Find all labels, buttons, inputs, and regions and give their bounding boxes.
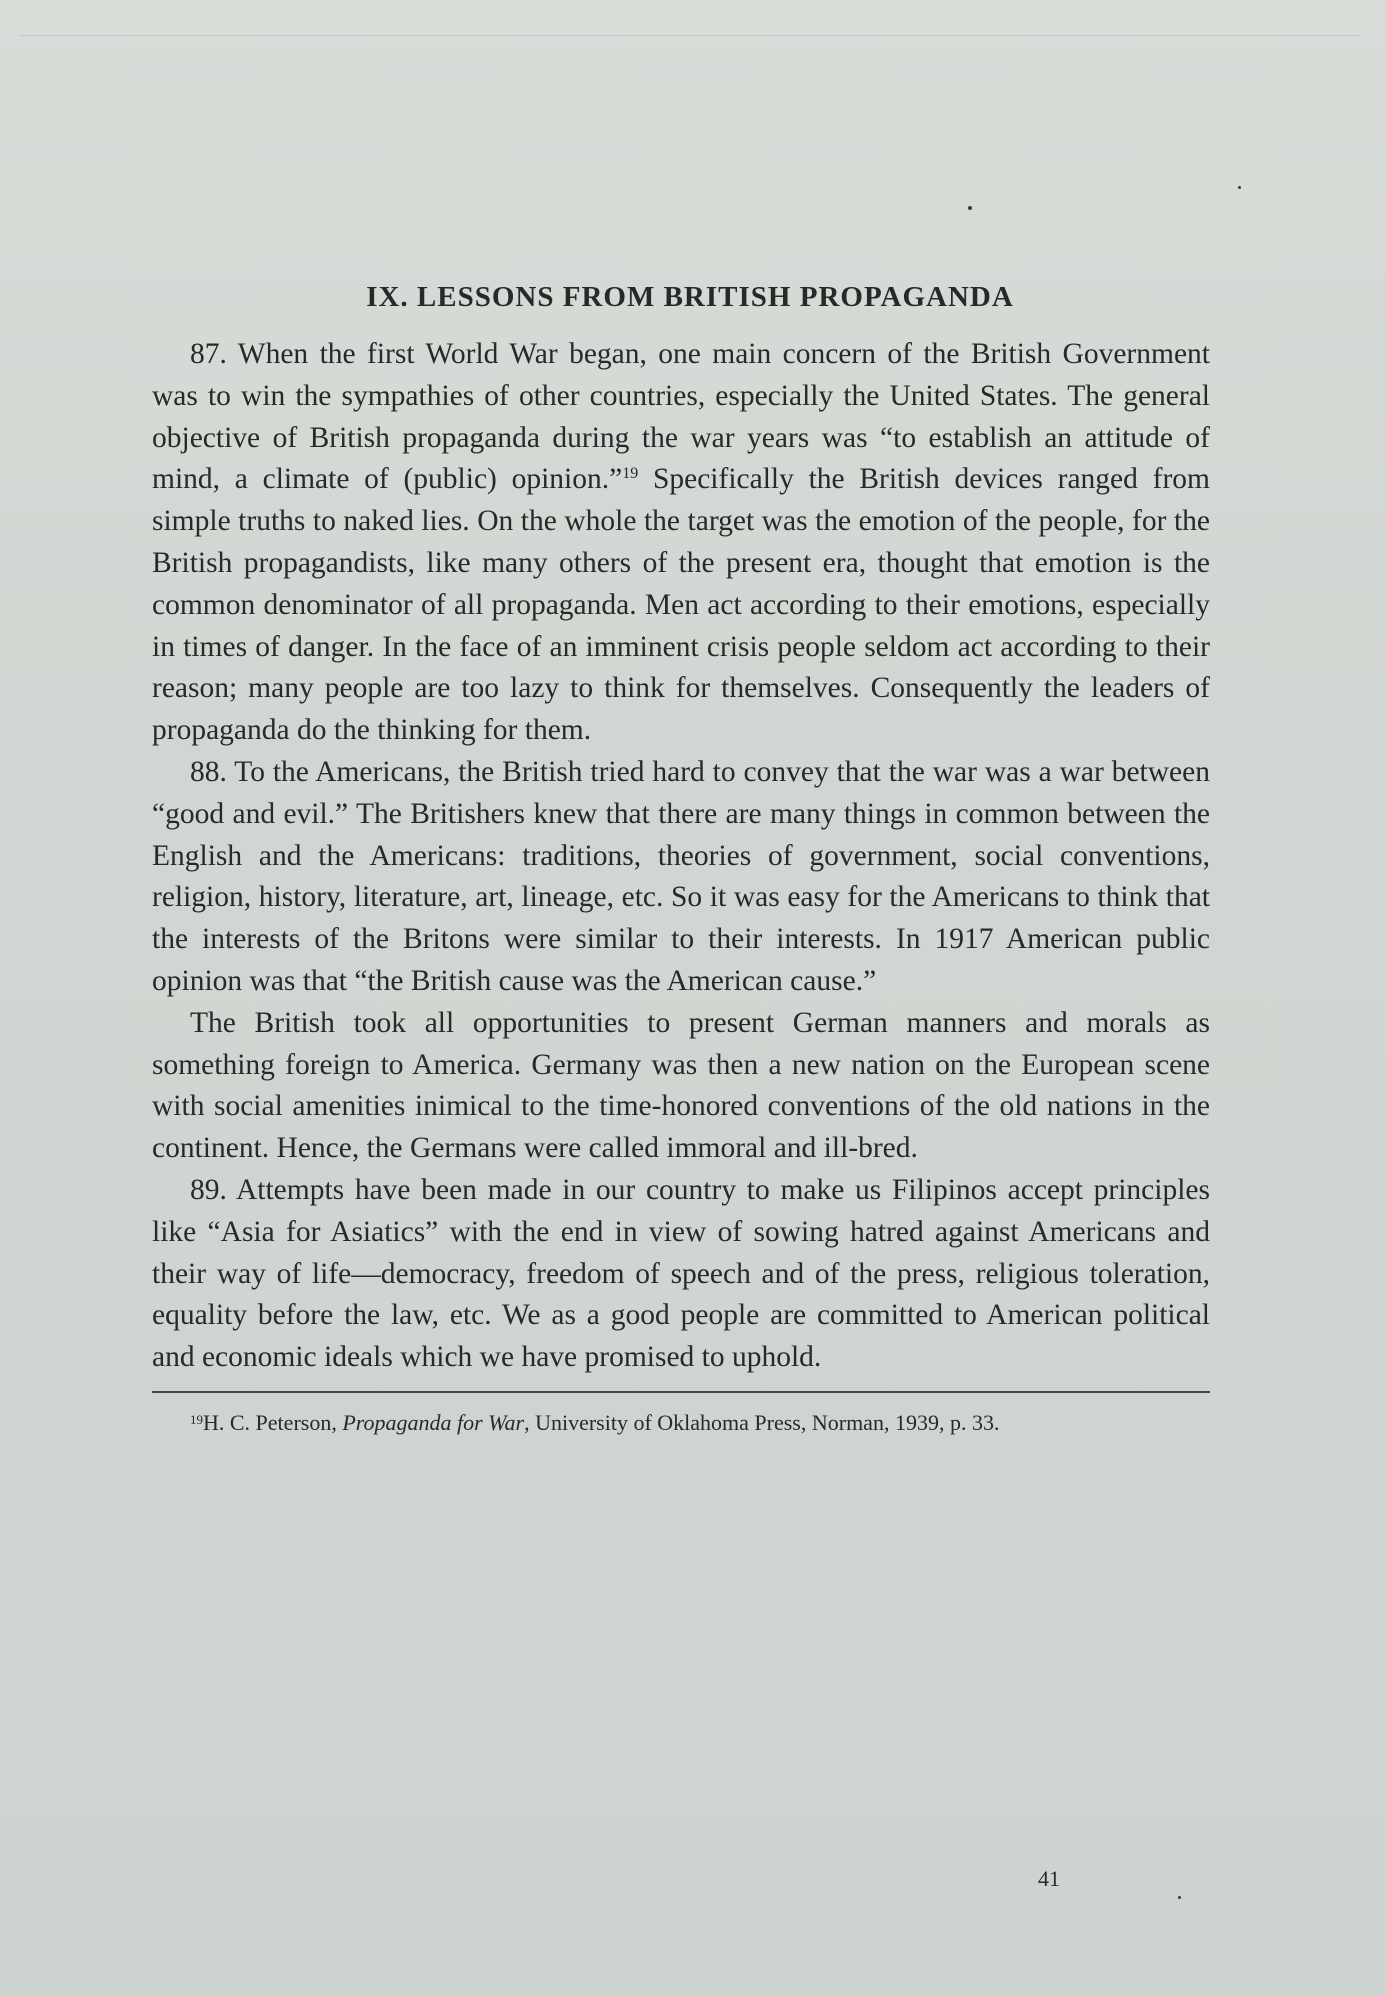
- footnote-marker: 19: [190, 1411, 203, 1427]
- ink-speck: [968, 206, 972, 210]
- ink-speck: [1178, 1896, 1181, 1899]
- paragraph-88-continued: The British took all opportunities to present German manners and morals as something foreign to America. Germany was then a new nation on the European scene with social amenities inimical to the time-honored conventions of the old nations in the continent. Hence, the Germans were called immoral and ill-bred.: [152, 1006, 1210, 1165]
- paragraph-88: 88. To the Americans, the British tried hard to convey that the war was a war between “good and evil.” The Britishers knew that there are many things in common between the English and the Americans: traditions, theories of government, social conventions, religion, history, literature, art, lineage, etc. So it was easy for the Americans to think that the interests of the Britons were similar to their interests. In 1917 American public opinion was that “the British cause was the American cause.”: [152, 755, 1210, 997]
- footnote-publication: , University of Oklahoma Press, Norman, 1939, p. 33.: [524, 1409, 1000, 1435]
- paragraph-89: 89. Attempts have been made in our country to make us Filipinos accept principles like “Asia for Asiatics” with the end in view of sowing hatred against Americans and their way of life—democracy, freedom of speech and of the press, religious toleration, equality before the law, etc. We as a good people are committed to American political and economic ideals which we have promised to uphold.: [152, 1173, 1210, 1374]
- ink-speck: [1238, 186, 1241, 189]
- paragraph-87: [152, 334, 1210, 752]
- page-number: 41: [1038, 1866, 1060, 1891]
- footnote-book-title: Propaganda for War: [342, 1409, 525, 1435]
- paragraph-87-continued: Specifically the British devices ranged from simple truths to naked lies. On the whole the target was the emotion of the people, for the British propagandists, like many others of the present era, thought that emotion is the common denominator of all propaganda. Men act according to their emotions, especially in times of danger. In the face of an imminent crisis people seldom act according to their reason; many people are too lazy to think for themselves. Consequently the leaders of propaganda do the thinking for them.: [152, 463, 1210, 747]
- footnote-reference: 19: [622, 465, 639, 483]
- paragraph-87-text: 87. When the first World War began, one main concern of the British Government was to win the sympathies of other countries, especially the United States. The general objective of British propaganda during the war years was “to establish an attitude of mind, a climate of (public) opinion.”: [152, 338, 1210, 496]
- text-column: [152, 278, 1210, 1463]
- footnote: [152, 1405, 1210, 1441]
- chapter-heading: IX. LESSONS FROM BRITISH PROPAGANDA: [366, 281, 1014, 313]
- footnote-author: H. C. Peterson,: [203, 1409, 343, 1435]
- footnote-divider: [152, 1391, 1210, 1393]
